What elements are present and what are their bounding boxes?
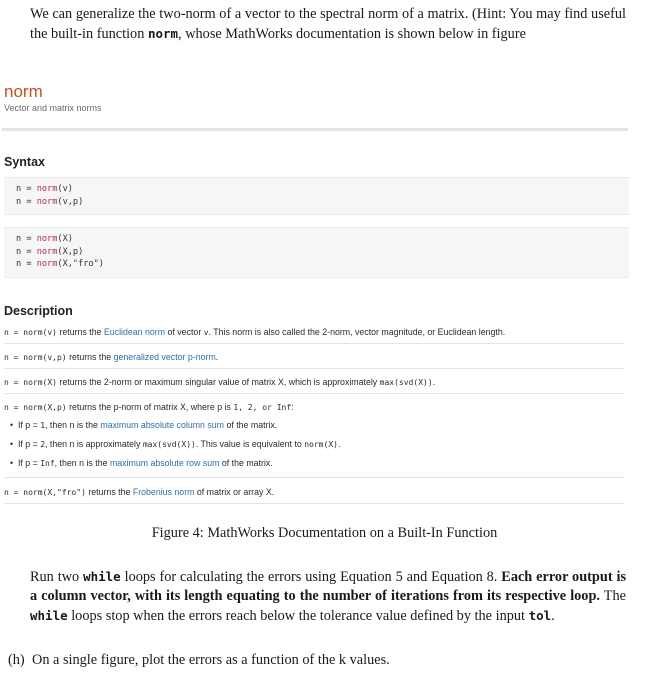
bullet-item: • If p = Inf, then n is the maximum absolute row sum of the matrix. — [10, 458, 273, 468]
desc-text: of matrix or array X. — [194, 487, 275, 497]
call-signature: n = norm(v,p) — [4, 353, 67, 362]
bullet-item: • If p = 2, then n is approximately max(svd(X)). This value is equivalent to norm(X). — [10, 439, 341, 449]
desc-values: Inf — [40, 459, 55, 468]
frobenius-norm-link[interactable]: Frobenius norm — [132, 487, 195, 497]
syntax-block-matrix — [4, 227, 629, 278]
desc-text: . This norm is also called the 2-norm, vector magnitude, or Euclidean length. — [208, 327, 506, 337]
syntax-args: (X,"fro") — [57, 259, 104, 269]
para-text: loops stop when the errors reach below the tolerance value defined by the input — [67, 608, 529, 624]
call-signature: n = norm(X) — [4, 378, 57, 387]
description-row — [4, 401, 624, 414]
para-text: . — [551, 608, 555, 624]
para-text: Run two — [30, 569, 84, 585]
syntax-heading: Syntax — [4, 155, 45, 169]
syntax-lhs: n = — [16, 234, 37, 244]
row-divider — [4, 368, 624, 369]
code-while: while — [30, 608, 68, 623]
syntax-line — [4, 196, 629, 209]
question-part-h — [8, 652, 390, 669]
desc-text: returns the — [85, 487, 133, 497]
syntax-line — [4, 258, 629, 271]
intro-paragraph — [30, 5, 626, 44]
syntax-args: (X,p) — [57, 246, 84, 257]
syntax-fn: norm — [36, 234, 58, 244]
desc-text: of the matrix. — [219, 458, 273, 468]
syntax-args: (v) — [57, 184, 73, 194]
syntax-lhs: n = — [16, 196, 37, 207]
row-divider — [4, 393, 624, 394]
desc-code: max(svd(X)) — [379, 378, 433, 387]
doc-divider — [2, 128, 628, 131]
syntax-fn: norm — [36, 259, 58, 269]
desc-values: 1, 2, or Inf — [233, 403, 292, 412]
call-signature: n = norm(X,"fro") — [4, 488, 86, 497]
desc-text: of the matrix. — [224, 420, 278, 430]
desc-text: returns the — [66, 352, 114, 362]
desc-text: returns the 2-norm or maximum singular value of matrix X, which is approximately — [56, 377, 380, 387]
syntax-fn: norm — [36, 246, 58, 257]
desc-text: If p = — [17, 420, 41, 430]
row-divider — [4, 503, 624, 504]
syntax-block-vector — [4, 177, 629, 215]
description-row — [4, 376, 624, 389]
intro-text-1: We can generalize the two-norm of a vector to the spectral norm of a matrix. (Hint: You may find useful the built-in function — [30, 6, 626, 42]
description-row — [4, 326, 624, 339]
part-label: (h) — [8, 652, 25, 668]
desc-code: norm(X) — [304, 440, 338, 449]
syntax-lhs: n = — [16, 184, 37, 194]
desc-values: 2 — [40, 440, 46, 449]
desc-text: returns the — [56, 327, 104, 337]
code-tol: tol — [528, 608, 552, 623]
code-while: while — [83, 569, 121, 584]
syntax-lhs: n = — [16, 246, 37, 257]
description-heading: Description — [4, 304, 73, 318]
call-signature: n = norm(X,p) — [4, 403, 67, 412]
para-text: The — [599, 588, 626, 604]
desc-text: . This value is equivalent to — [195, 439, 305, 449]
desc-code: max(svd(X)) — [142, 440, 196, 449]
figure-caption: Figure 4: MathWorks Documentation on a Built-In Function — [151, 525, 498, 541]
intro-code-norm: norm — [147, 26, 179, 41]
doc-title: norm — [4, 82, 43, 101]
max-row-sum-link[interactable]: maximum absolute row sum — [109, 458, 220, 468]
call-signature: n = norm(v) — [4, 328, 57, 337]
syntax-lhs: n = — [16, 259, 37, 269]
desc-text: : — [291, 402, 294, 412]
desc-var: v — [203, 328, 209, 337]
syntax-args: (X) — [57, 234, 73, 244]
row-divider — [4, 343, 624, 344]
syntax-line — [4, 183, 629, 196]
desc-text: . — [432, 377, 436, 387]
max-column-sum-link[interactable]: maximum absolute column sum — [100, 420, 225, 430]
para-text: loops for calculating the errors using Equation 5 and Equation 8. — [120, 569, 502, 585]
part-text: On a single figure, plot the errors as a function of the k values. — [32, 652, 390, 668]
description-row — [4, 486, 624, 499]
doc-subtitle: Vector and matrix norms — [4, 103, 102, 113]
desc-values: 1 — [40, 421, 46, 430]
desc-text: If p = — [17, 439, 41, 449]
bold-requirement: Each error output is a column vector, with its length equating to the number of iterations from its respective loop. — [30, 569, 627, 604]
row-divider — [4, 477, 624, 478]
desc-text: . — [337, 439, 341, 449]
syntax-fn: norm — [36, 184, 58, 194]
syntax-fn: norm — [36, 196, 58, 207]
intro-text-2: , whose MathWorks documentation is shown below in figure — [178, 26, 526, 42]
euclidean-norm-link[interactable]: Euclidean norm — [103, 327, 166, 337]
desc-text: , then n is approximately — [45, 439, 143, 449]
desc-text: of vector — [165, 327, 204, 337]
desc-text: If p = — [17, 458, 41, 468]
instructions-paragraph — [30, 567, 626, 626]
desc-text: , then n is the — [54, 458, 110, 468]
bullet-item: • If p = 1, then n is the maximum absolute column sum of the matrix. — [10, 420, 278, 430]
syntax-args: (v,p) — [57, 196, 84, 207]
desc-text: returns the p-norm of matrix X, where p is — [66, 402, 234, 412]
syntax-line — [4, 233, 629, 246]
desc-text: , then n is the — [45, 420, 101, 430]
generalized-p-norm-link[interactable]: generalized vector p-norm — [113, 352, 216, 362]
description-row — [4, 351, 624, 364]
syntax-line — [4, 246, 629, 259]
desc-text: . — [215, 352, 219, 362]
